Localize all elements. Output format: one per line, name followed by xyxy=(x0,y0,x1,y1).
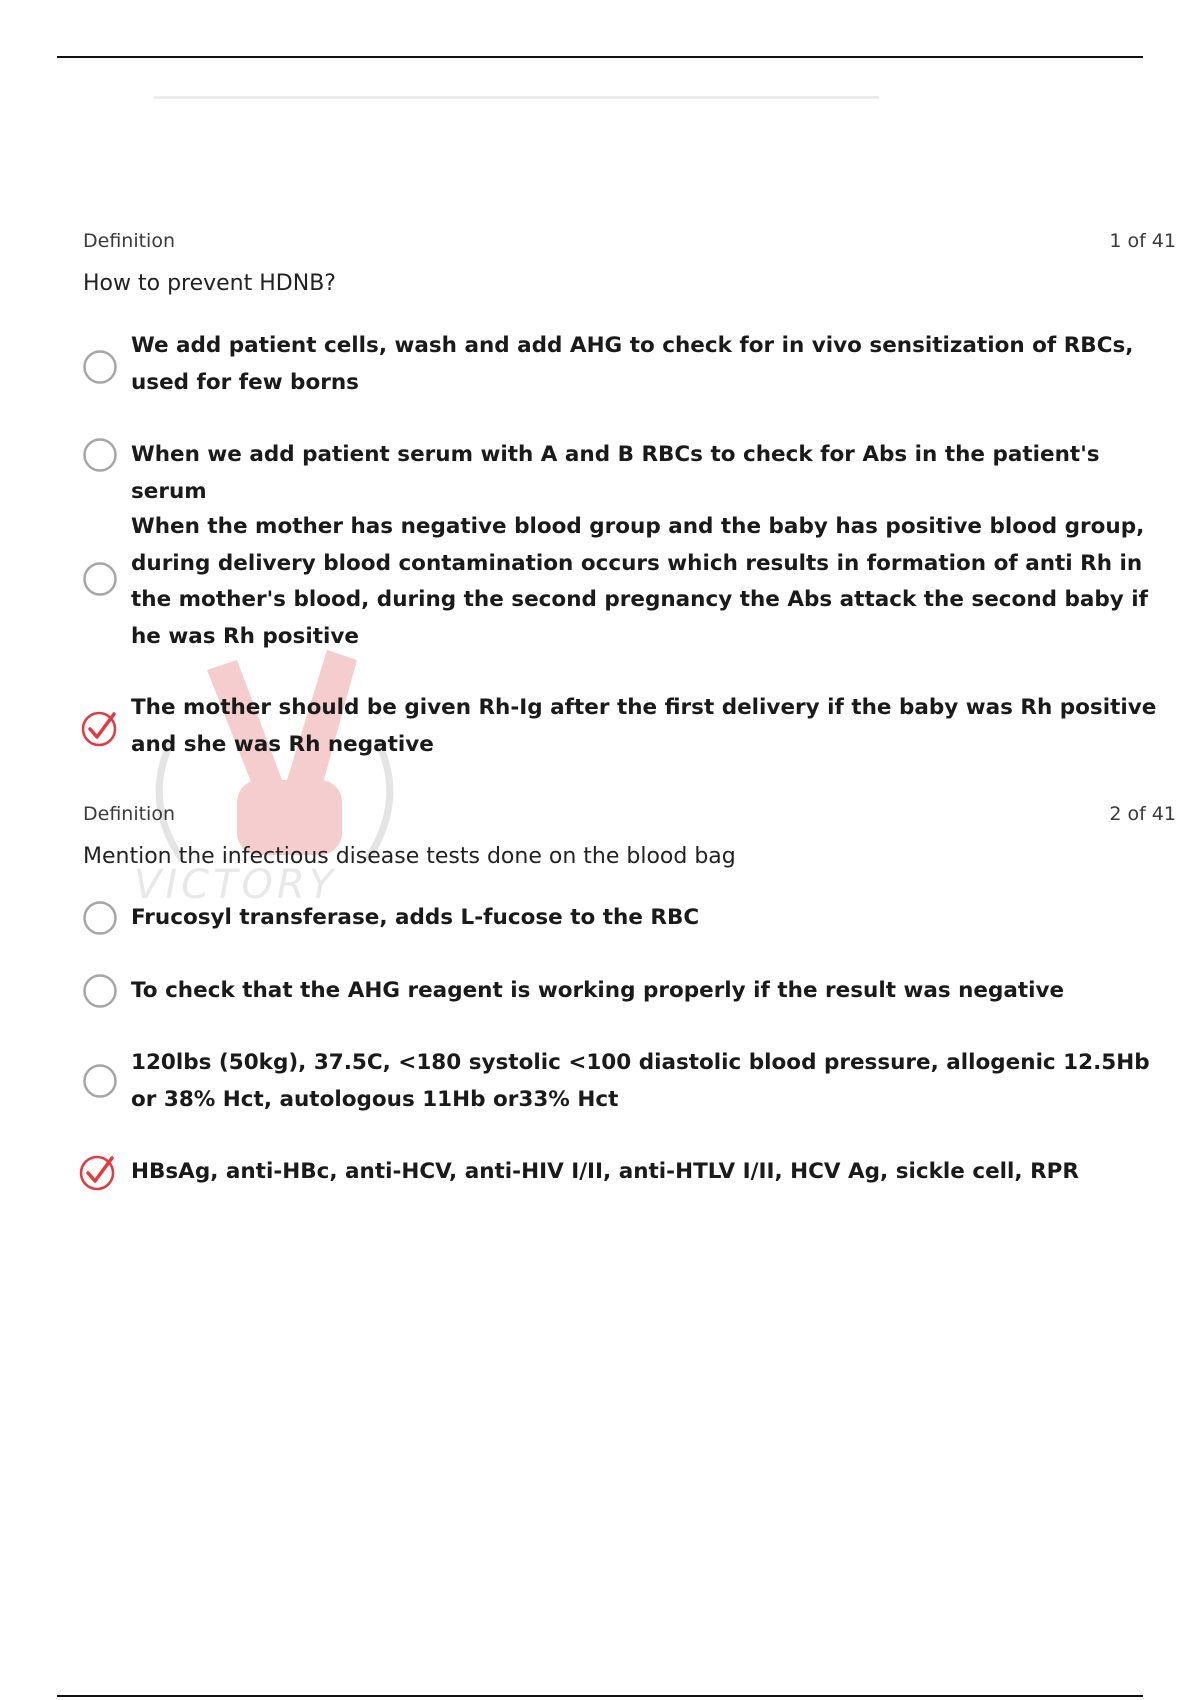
top-rule xyxy=(57,56,1143,58)
answer-option-text: The mother should be given Rh-Ig after the first delivery if the baby was Rh positive and she was Rh negative xyxy=(131,695,1157,757)
watermark-logo xyxy=(112,630,437,930)
radio-unselected-icon[interactable] xyxy=(83,562,117,596)
checkmark-circle-icon[interactable] xyxy=(79,708,119,748)
card-counter: 1 of 41 xyxy=(1109,230,1176,252)
bottom-rule xyxy=(57,1695,1143,1697)
card-type-label: Definition xyxy=(83,803,176,825)
flashcard-1 xyxy=(83,230,1183,757)
radio-unselected-icon[interactable] xyxy=(83,901,117,935)
answer-option-text: Frucosyl transferase, adds L-fucose to the RBC xyxy=(131,905,700,930)
radio-unselected-icon[interactable] xyxy=(83,438,117,472)
answer-option-text: To check that the AHG reagent is working properly if the result was negative xyxy=(131,978,1065,1003)
victory-hand-icon xyxy=(112,630,437,930)
checkmark-circle-icon[interactable] xyxy=(77,1152,117,1192)
answer-option-text: When we add patient serum with A and B RBCs to check for Abs in the patient's serum xyxy=(131,442,1100,504)
progress-track xyxy=(154,96,879,99)
question-text: How to prevent HDNB? xyxy=(83,271,336,296)
answer-option-text: 120lbs (50kg), 37.5C, <180 systolic <100 diastolic blood pressure, allogenic 12.5Hb or 38% Hct, autologous 11Hb or33% Hct xyxy=(131,1050,1150,1112)
card-counter: 2 of 41 xyxy=(1109,803,1176,825)
answer-option-text: We add patient cells, wash and add AHG to check for in vivo sensitization of RBCs, used for few borns xyxy=(131,333,1134,395)
card-header xyxy=(83,803,1183,827)
radio-unselected-icon[interactable] xyxy=(83,1064,117,1098)
radio-unselected-icon[interactable] xyxy=(83,350,117,384)
answer-option-text: When the mother has negative blood group and the baby has positive blood group, during delivery blood contamination occurs which results in formation of anti Rh in the mother's blood, during the second pregnancy the Abs attack the second baby if he was Rh positive xyxy=(131,514,1149,649)
radio-unselected-icon[interactable] xyxy=(83,974,117,1008)
question-text: Mention the infectious disease tests done on the blood bag xyxy=(83,844,736,869)
card-type-label: Definition xyxy=(83,230,176,252)
watermark-text: VICTORY xyxy=(134,862,338,908)
card-header xyxy=(83,230,1183,254)
answer-option-text: HBsAg, anti-HBc, anti-HCV, anti-HIV I/II, anti-HTLV I/II, HCV Ag, sickle cell, RPR xyxy=(131,1159,1079,1184)
